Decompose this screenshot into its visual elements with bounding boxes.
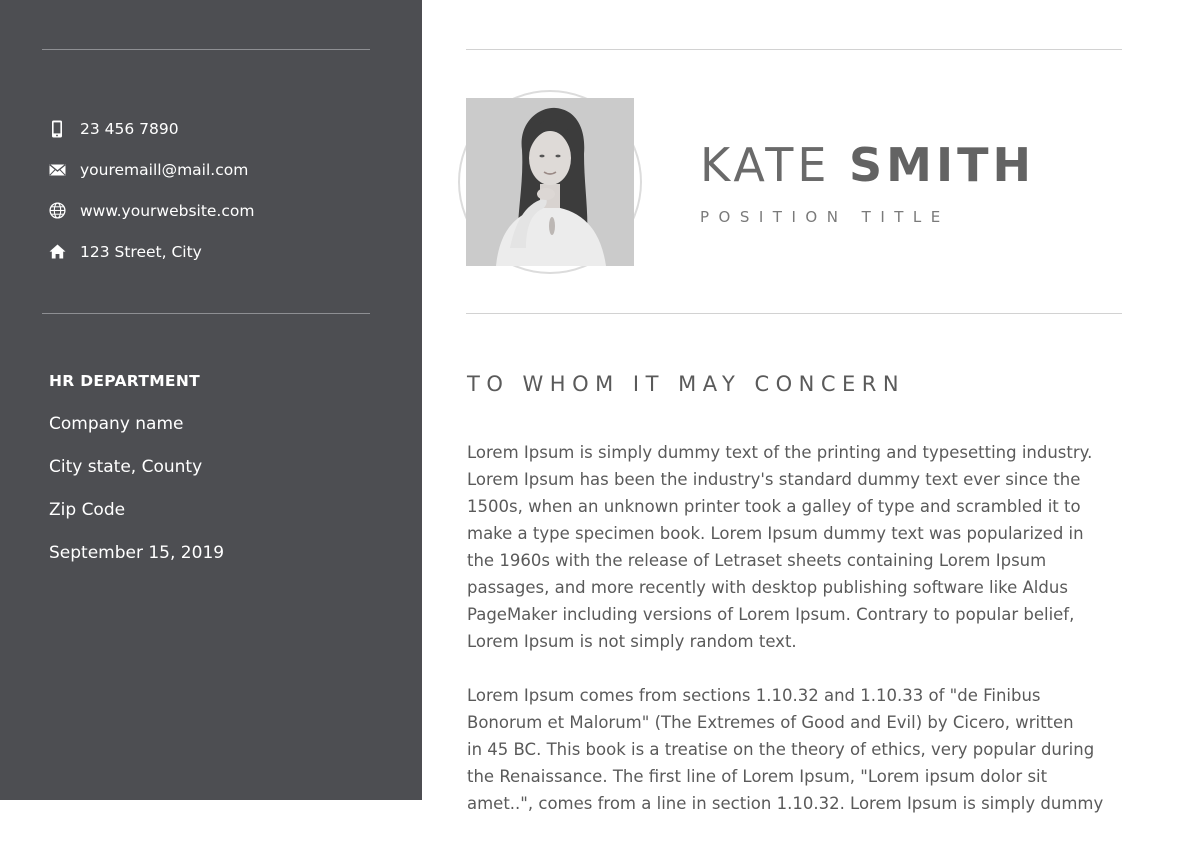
address-text: 123 Street, City [80, 242, 202, 261]
envelope-icon [48, 160, 66, 180]
paragraph-line: Lorem Ipsum comes from sections 1.10.32 and 1.10.33 of "de Finibus [467, 686, 1041, 705]
home-icon [48, 242, 66, 262]
phone-text[interactable]: 23 456 7890 [80, 119, 179, 138]
paragraph-line: PageMaker including versions of Lorem Ipsum. Contrary to popular belief, [467, 605, 1075, 624]
website-text[interactable]: www.yourwebsite.com [80, 201, 255, 220]
contact-email [48, 149, 254, 190]
letter-date: September 15, 2019 [49, 543, 225, 563]
contact-website [48, 190, 254, 231]
contact-phone [48, 108, 254, 149]
paragraph-line: amet..", comes from a line in section 1.10.32. Lorem Ipsum is simply dummy [467, 794, 1104, 813]
contact-list [48, 108, 254, 272]
position-title: POSITION TITLE [700, 208, 950, 226]
recipient-city: City state, County [49, 457, 203, 477]
paragraph-line: passages, and more recently with desktop publishing software like Aldus [467, 578, 1068, 597]
letter-body [467, 439, 1107, 844]
profile-photo [466, 98, 634, 266]
paragraph-line: Lorem Ipsum has been the industry's standard dummy text ever since the [467, 470, 1081, 489]
first-name: KATE [700, 138, 831, 192]
sidebar-top-divider [42, 49, 370, 50]
paragraph-line: Lorem Ipsum is not simply random text. [467, 632, 797, 651]
header-top-divider [466, 49, 1122, 50]
paragraph-line: Bonorum et Malorum" (The Extremes of Good and Evil) by Cicero, written [467, 713, 1074, 732]
paragraph-line: the Renaissance. The first line of Lorem Ipsum, "Lorem ipsum dolor sit [467, 767, 1048, 786]
paragraph-line: the 1960s with the release of Letraset sheets containing Lorem Ipsum [467, 551, 1047, 570]
recipient-block [49, 370, 224, 585]
paragraph-line: Lorem Ipsum is simply dummy text of the printing and typesetting industry. [467, 443, 1093, 462]
email-text[interactable]: youremaill@mail.com [80, 160, 249, 179]
sidebar-middle-divider [42, 313, 370, 314]
sidebar [0, 0, 422, 800]
paragraph-line: 1500s, when an unknown printer took a galley of type and scrambled it to [467, 497, 1081, 516]
last-name: SMITH [849, 138, 1035, 192]
phone-icon [48, 119, 66, 139]
contact-address [48, 231, 254, 272]
globe-icon [48, 201, 66, 221]
recipient-department: HR DEPARTMENT [49, 372, 200, 390]
recipient-zip: Zip Code [49, 500, 126, 520]
paragraph-line: make a type specimen book. Lorem Ipsum dummy text was popularized in [467, 524, 1084, 543]
letter-salutation: TO WHOM IT MAY CONCERN [467, 372, 906, 396]
recipient-company: Company name [49, 414, 184, 434]
letter-paragraph-1 [467, 439, 1107, 655]
letter-paragraph-2 [467, 682, 1107, 817]
paragraph-line: in 45 BC. This book is a treatise on the theory of ethics, very popular during [467, 740, 1095, 759]
profile-photo-frame [458, 90, 642, 274]
header-bottom-divider [466, 313, 1122, 314]
candidate-name [700, 137, 1035, 193]
